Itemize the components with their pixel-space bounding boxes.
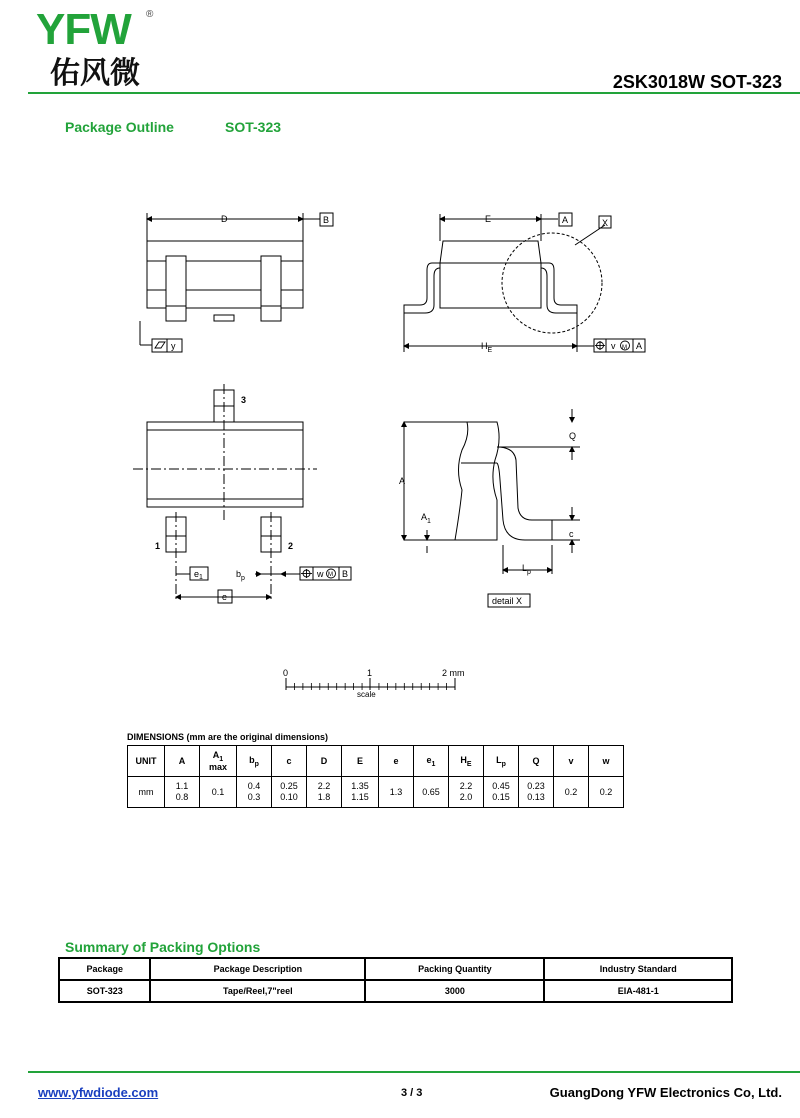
label-M: M (328, 572, 333, 578)
logo-latin: YFW (36, 5, 131, 54)
company-name: GuangDong YFW Electronics Co, Ltd. (549, 1085, 782, 1100)
dims-header: v (554, 746, 589, 777)
label-c: c (569, 529, 574, 539)
dims-header: Q (519, 746, 554, 777)
label-e1: $e_1$ (194, 569, 203, 581)
packing-table (58, 957, 733, 1003)
packing-header: Package Description (150, 958, 365, 980)
scale-tick-0: 0 (283, 668, 289, 678)
label-A: A (399, 476, 406, 486)
label-HE: $H_E$ (481, 341, 493, 354)
packing-header: Package (59, 958, 150, 980)
package-outline-title: Package Outline (65, 119, 174, 135)
dims-cell: 0.65 (414, 777, 449, 808)
label-B-ref: B (342, 569, 349, 579)
label-Q: Q (569, 431, 577, 441)
packing-header: Packing Quantity (365, 958, 544, 980)
pin-2-label: 2 (288, 541, 294, 551)
pin-3-label: 3 (241, 395, 247, 405)
detail-x-view (320, 213, 611, 607)
dims-header: w (589, 746, 624, 777)
side-view (404, 214, 605, 352)
packing-cell: SOT-323 (59, 980, 150, 1002)
label-A1: $A_1$ (421, 512, 431, 525)
logo-chinese: 佑风微 (50, 56, 140, 91)
dims-header: $L_p$ (484, 746, 519, 777)
scale-tick-2: 2 mm (442, 668, 465, 678)
document-title: 2SK3018W SOT-323 (612, 72, 782, 92)
website-link[interactable]: www.yfwdiode.com (38, 1085, 159, 1100)
label-bp: $b_p$ (236, 569, 245, 582)
dims-cell: 2.2 2.0 (449, 777, 484, 808)
dims-cell: 0.2 (554, 777, 589, 808)
flatness-icon (155, 342, 165, 348)
label-A-datum: A (562, 215, 569, 225)
pin-1-label: 1 (155, 541, 161, 551)
top-view (140, 213, 320, 345)
label-e: e (222, 592, 228, 602)
dims-cell: 1.3 (379, 777, 414, 808)
dims-cell: 2.2 1.8 (307, 777, 342, 808)
dims-cell: 0.45 0.15 (484, 777, 519, 808)
packing-header: Industry Standard (544, 958, 732, 980)
dims-cell: 0.23 0.13 (519, 777, 554, 808)
packing-cell: 3000 (365, 980, 544, 1002)
detail-x-label: detail X (492, 596, 523, 606)
label-y: y (171, 341, 176, 351)
dimensions-table (127, 745, 624, 808)
label-w: w (317, 569, 324, 579)
dims-header: D (307, 746, 342, 777)
packing-title: Summary of Packing Options (65, 939, 261, 955)
dims-cell: 0.4 0.3 (237, 777, 272, 808)
dims-cell: 0.1 (200, 777, 237, 808)
dims-header: $b_p$ (237, 746, 272, 777)
label-Lp: $L_p$ (522, 563, 531, 576)
label-D: D (221, 214, 228, 224)
dims-header: c (272, 746, 307, 777)
label-X: X (602, 218, 609, 228)
label-v: v (611, 341, 616, 351)
dims-cell: 1.35 1.15 (342, 777, 379, 808)
footer-rule (28, 1071, 800, 1073)
page-number: 3 / 3 (401, 1087, 423, 1099)
label-E: E (485, 214, 492, 224)
registered-mark: ® (146, 9, 154, 20)
scale-label: scale (357, 690, 376, 699)
dims-cell: 0.2 (589, 777, 624, 808)
dims-header: $H_E$ (449, 746, 484, 777)
dims-cell: 1.1 0.8 (165, 777, 200, 808)
scale-tick-1: 1 (367, 668, 373, 678)
dims-header: $A_1$ max (200, 746, 237, 777)
dims-cell: 0.25 0.10 (272, 777, 307, 808)
dimensions-title: DIMENSIONS (mm are the original dimensions) (127, 732, 329, 742)
package-outline-drawing (0, 170, 800, 710)
dims-header: UNIT (128, 746, 165, 777)
packing-cell: Tape/Reel,7"reel (150, 980, 365, 1002)
dims-header: e (379, 746, 414, 777)
label-B: B (323, 215, 330, 225)
dims-header: $e_1$ (414, 746, 449, 777)
package-name: SOT-323 (225, 119, 282, 135)
label-M: M (622, 345, 627, 351)
header-rule (28, 92, 800, 94)
dims-cell: mm (128, 777, 165, 808)
bottom-view (133, 384, 317, 600)
label-A-ref: A (636, 341, 643, 351)
dims-header: A (165, 746, 200, 777)
packing-cell: EIA-481-1 (544, 980, 732, 1002)
dims-header: E (342, 746, 379, 777)
